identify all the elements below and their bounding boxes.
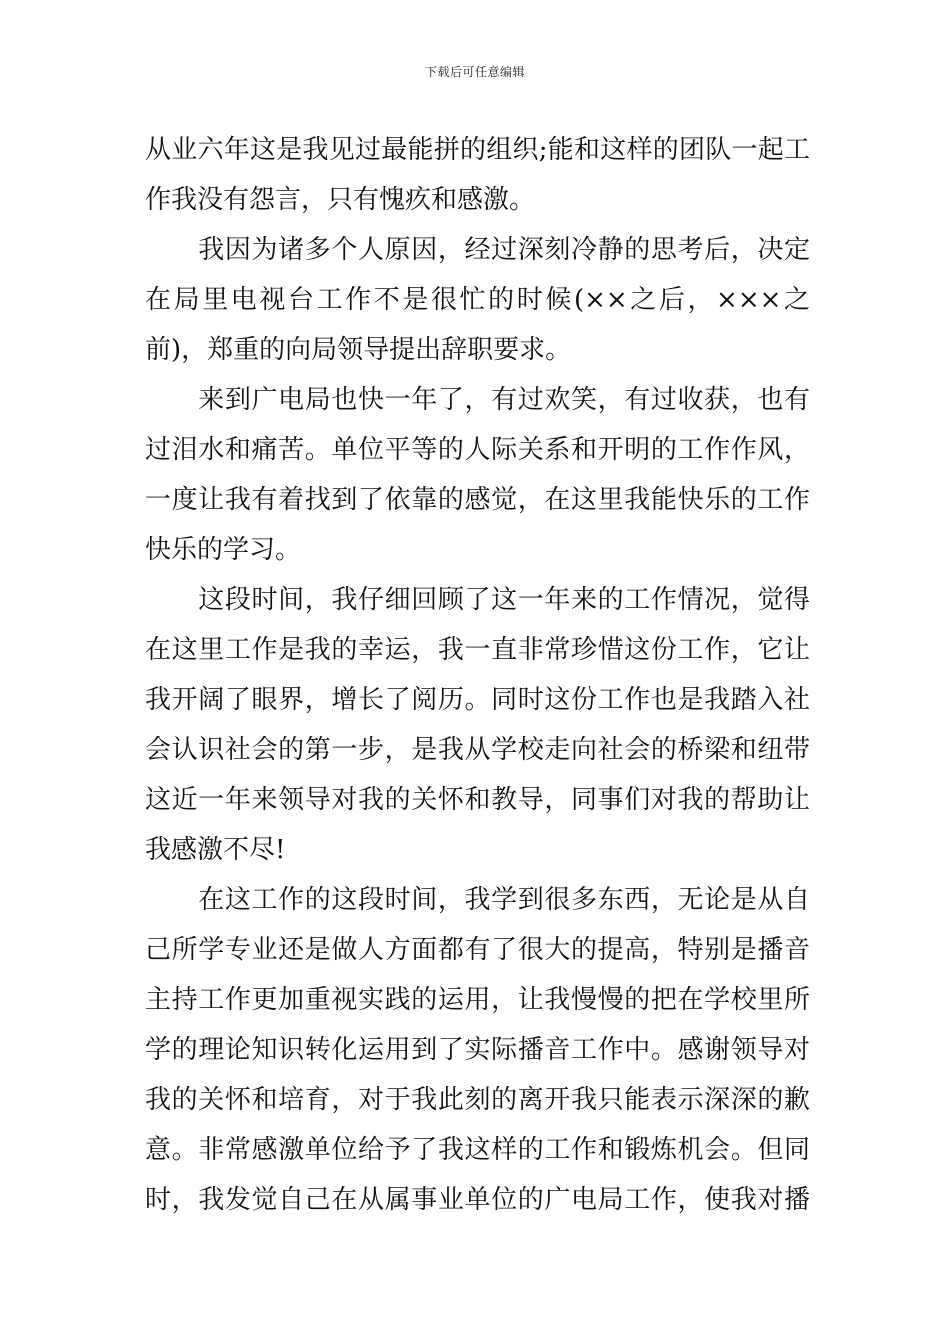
text-line: 这近一年来领导对我的关怀和教导，同事们对我的帮助让 xyxy=(145,785,810,815)
text-line: 会认识社会的第一步，是我从学校走向社会的桥梁和纽带 xyxy=(145,735,810,765)
text-line: 我感激不尽! xyxy=(145,835,286,865)
text-line: 我开阔了眼界，增长了阅历。同时这份工作也是我踏入社 xyxy=(145,685,810,715)
text-line: 学的理论知识转化运用到了实际播音工作中。感谢领导对 xyxy=(145,1035,810,1065)
text-line: 我因为诸多个人原因，经过深刻冷静的思考后，决定 xyxy=(145,235,810,265)
text-line: 过泪水和痛苦。单位平等的人际关系和开明的工作作风， xyxy=(145,435,810,465)
text-line: 快乐的学习。 xyxy=(145,535,302,565)
text-line: 在这里工作是我的幸运，我一直非常珍惜这份工作，它让 xyxy=(145,635,810,665)
text-line: 前)，郑重的向局领导提出辞职要求。 xyxy=(145,335,572,365)
text-line: 来到广电局也快一年了，有过欢笑，有过收获，也有 xyxy=(145,385,810,415)
text-line: 时，我发觉自己在从属事业单位的广电局工作，使我对播 xyxy=(145,1185,810,1215)
text-line: 作我没有怨言，只有愧疚和感激。 xyxy=(145,185,536,215)
text-line: 一度让我有着找到了依靠的感觉，在这里我能快乐的工作 xyxy=(145,485,810,515)
text-line: 这段时间，我仔细回顾了这一年来的工作情况，觉得 xyxy=(145,585,810,615)
text-line: 主持工作更加重视实践的运用，让我慢慢的把在学校里所 xyxy=(145,985,810,1015)
text-line: 在这工作的这段时间，我学到很多东西，无论是从自 xyxy=(145,885,810,915)
text-line: 意。非常感激单位给予了我这样的工作和锻炼机会。但同 xyxy=(145,1135,810,1165)
text-line: 我的关怀和培育，对于我此刻的离开我只能表示深深的歉 xyxy=(145,1085,810,1115)
text-line: 从业六年这是我见过最能拼的组织;能和这样的团队一起工 xyxy=(145,135,810,165)
text-line: 在局里电视台工作不是很忙的时候(××之后，×××之 xyxy=(145,285,810,315)
text-line: 己所学专业还是做人方面都有了很大的提高，特别是播音 xyxy=(145,935,810,965)
page-header: 下载后可任意编辑 xyxy=(424,65,525,79)
letter-body xyxy=(145,125,810,1225)
